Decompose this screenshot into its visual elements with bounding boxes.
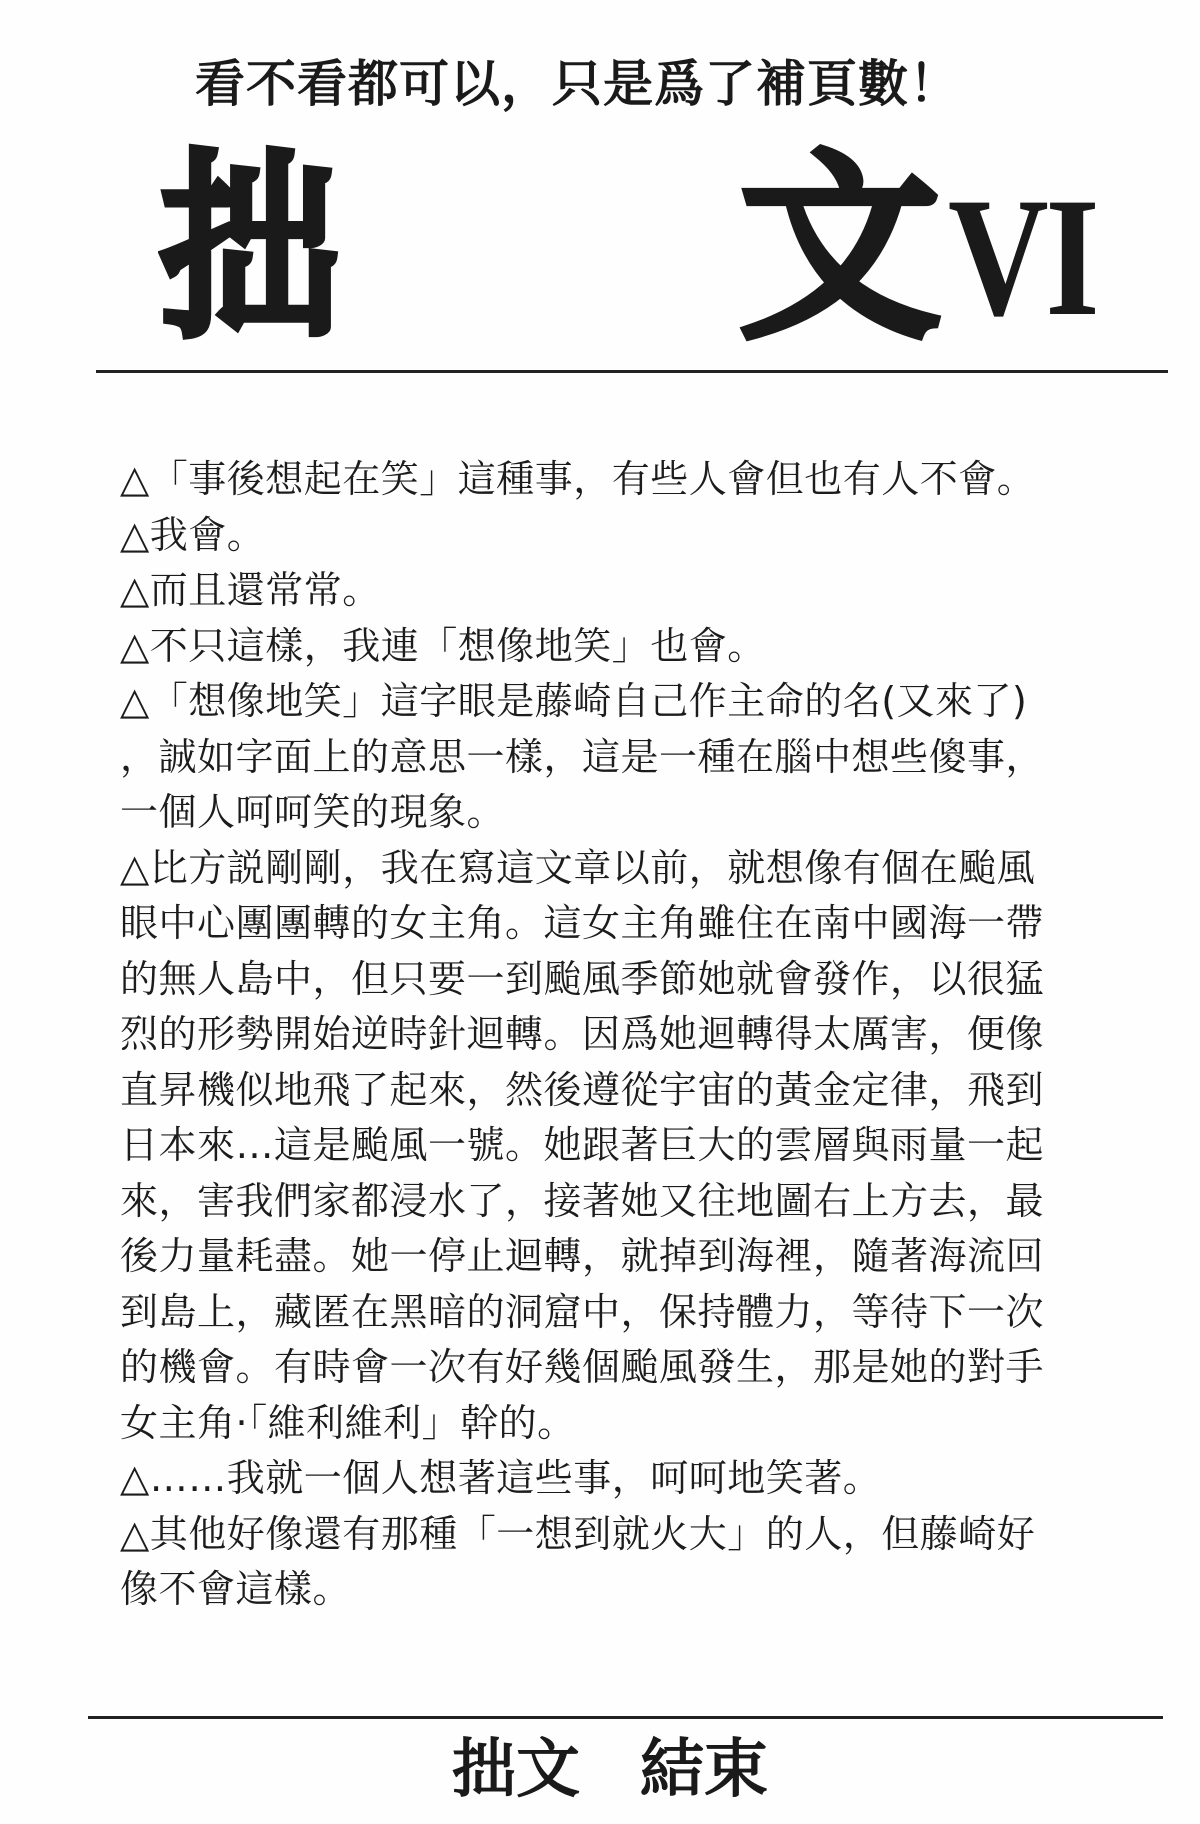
- end-marker: [0, 1730, 1200, 1810]
- end-marker-part-1: 拙文: [452, 1733, 580, 1807]
- body-line: △「想像地笑」這字眼是藤崎自己作主命的名(又來了): [120, 679, 1028, 723]
- title-char-1: 拙: [160, 133, 341, 366]
- title-roman-numeral: VI: [948, 163, 1097, 351]
- body-line: △比方説剛剛，我在寫這文章以前，就想像有個在颱風: [120, 845, 1036, 890]
- body-text: [120, 452, 1120, 1618]
- subtitle: 看不看都可以，只是爲了補頁數！: [195, 55, 960, 113]
- body-line: 眼中心團團轉的女主角。這女主角雖住在南中國海一帶: [120, 901, 1045, 945]
- body-line: 像不會這樣。: [120, 1567, 352, 1611]
- body-line: 的無人島中，但只要一到颱風季節她就會發作，以很猛: [120, 956, 1045, 1001]
- bottom-divider: [88, 1716, 1163, 1719]
- top-divider: [96, 370, 1168, 373]
- body-line: 烈的形勢開始逆時針迴轉。因爲她迴轉得太厲害，便像: [120, 1012, 1045, 1056]
- body-line: 一個人呵呵笑的現象。: [120, 790, 506, 834]
- body-line: △我會。: [120, 512, 266, 557]
- body-line: 直昇機似地飛了起來，然後遵從宇宙的黃金定律，飛到: [120, 1067, 1045, 1112]
- body-line: △「事後想起在笑」這種事，有些人會但也有人不會。: [120, 457, 1036, 501]
- body-line: 日本來…這是颱風一號。她跟著巨大的雲層與雨量一起: [120, 1123, 1045, 1167]
- body-line: ，誠如字面上的意思一樣，這是一種在腦中想些傻事，: [120, 734, 1045, 779]
- body-line: 到島上，藏匿在黑暗的洞窟中，保持體力，等待下一次: [120, 1289, 1045, 1334]
- body-line: △……我就一個人想著這些事，呵呵地笑著。: [120, 1456, 882, 1500]
- body-line: 的機會。有時會一次有好幾個颱風發生，那是她的對手: [120, 1345, 1045, 1389]
- body-line: 來，害我們家都浸水了，接著她又往地圖右上方去，最: [120, 1178, 1045, 1223]
- body-line: 後力量耗盡。她一停止迴轉，就掉到海裡，隨著海流回: [120, 1234, 1045, 1278]
- body-line: △其他好像還有那種「一想到就火大」的人，但藤崎好: [120, 1511, 1036, 1556]
- title-char-2: 文: [740, 133, 941, 366]
- body-line: △而且還常常。: [120, 568, 381, 612]
- end-marker-part-2: 結束: [640, 1733, 768, 1807]
- body-line: 女主角·「維利維利」幹的。: [120, 1400, 576, 1445]
- body-line: △不只這樣，我連「想像地笑」也會。: [120, 623, 766, 668]
